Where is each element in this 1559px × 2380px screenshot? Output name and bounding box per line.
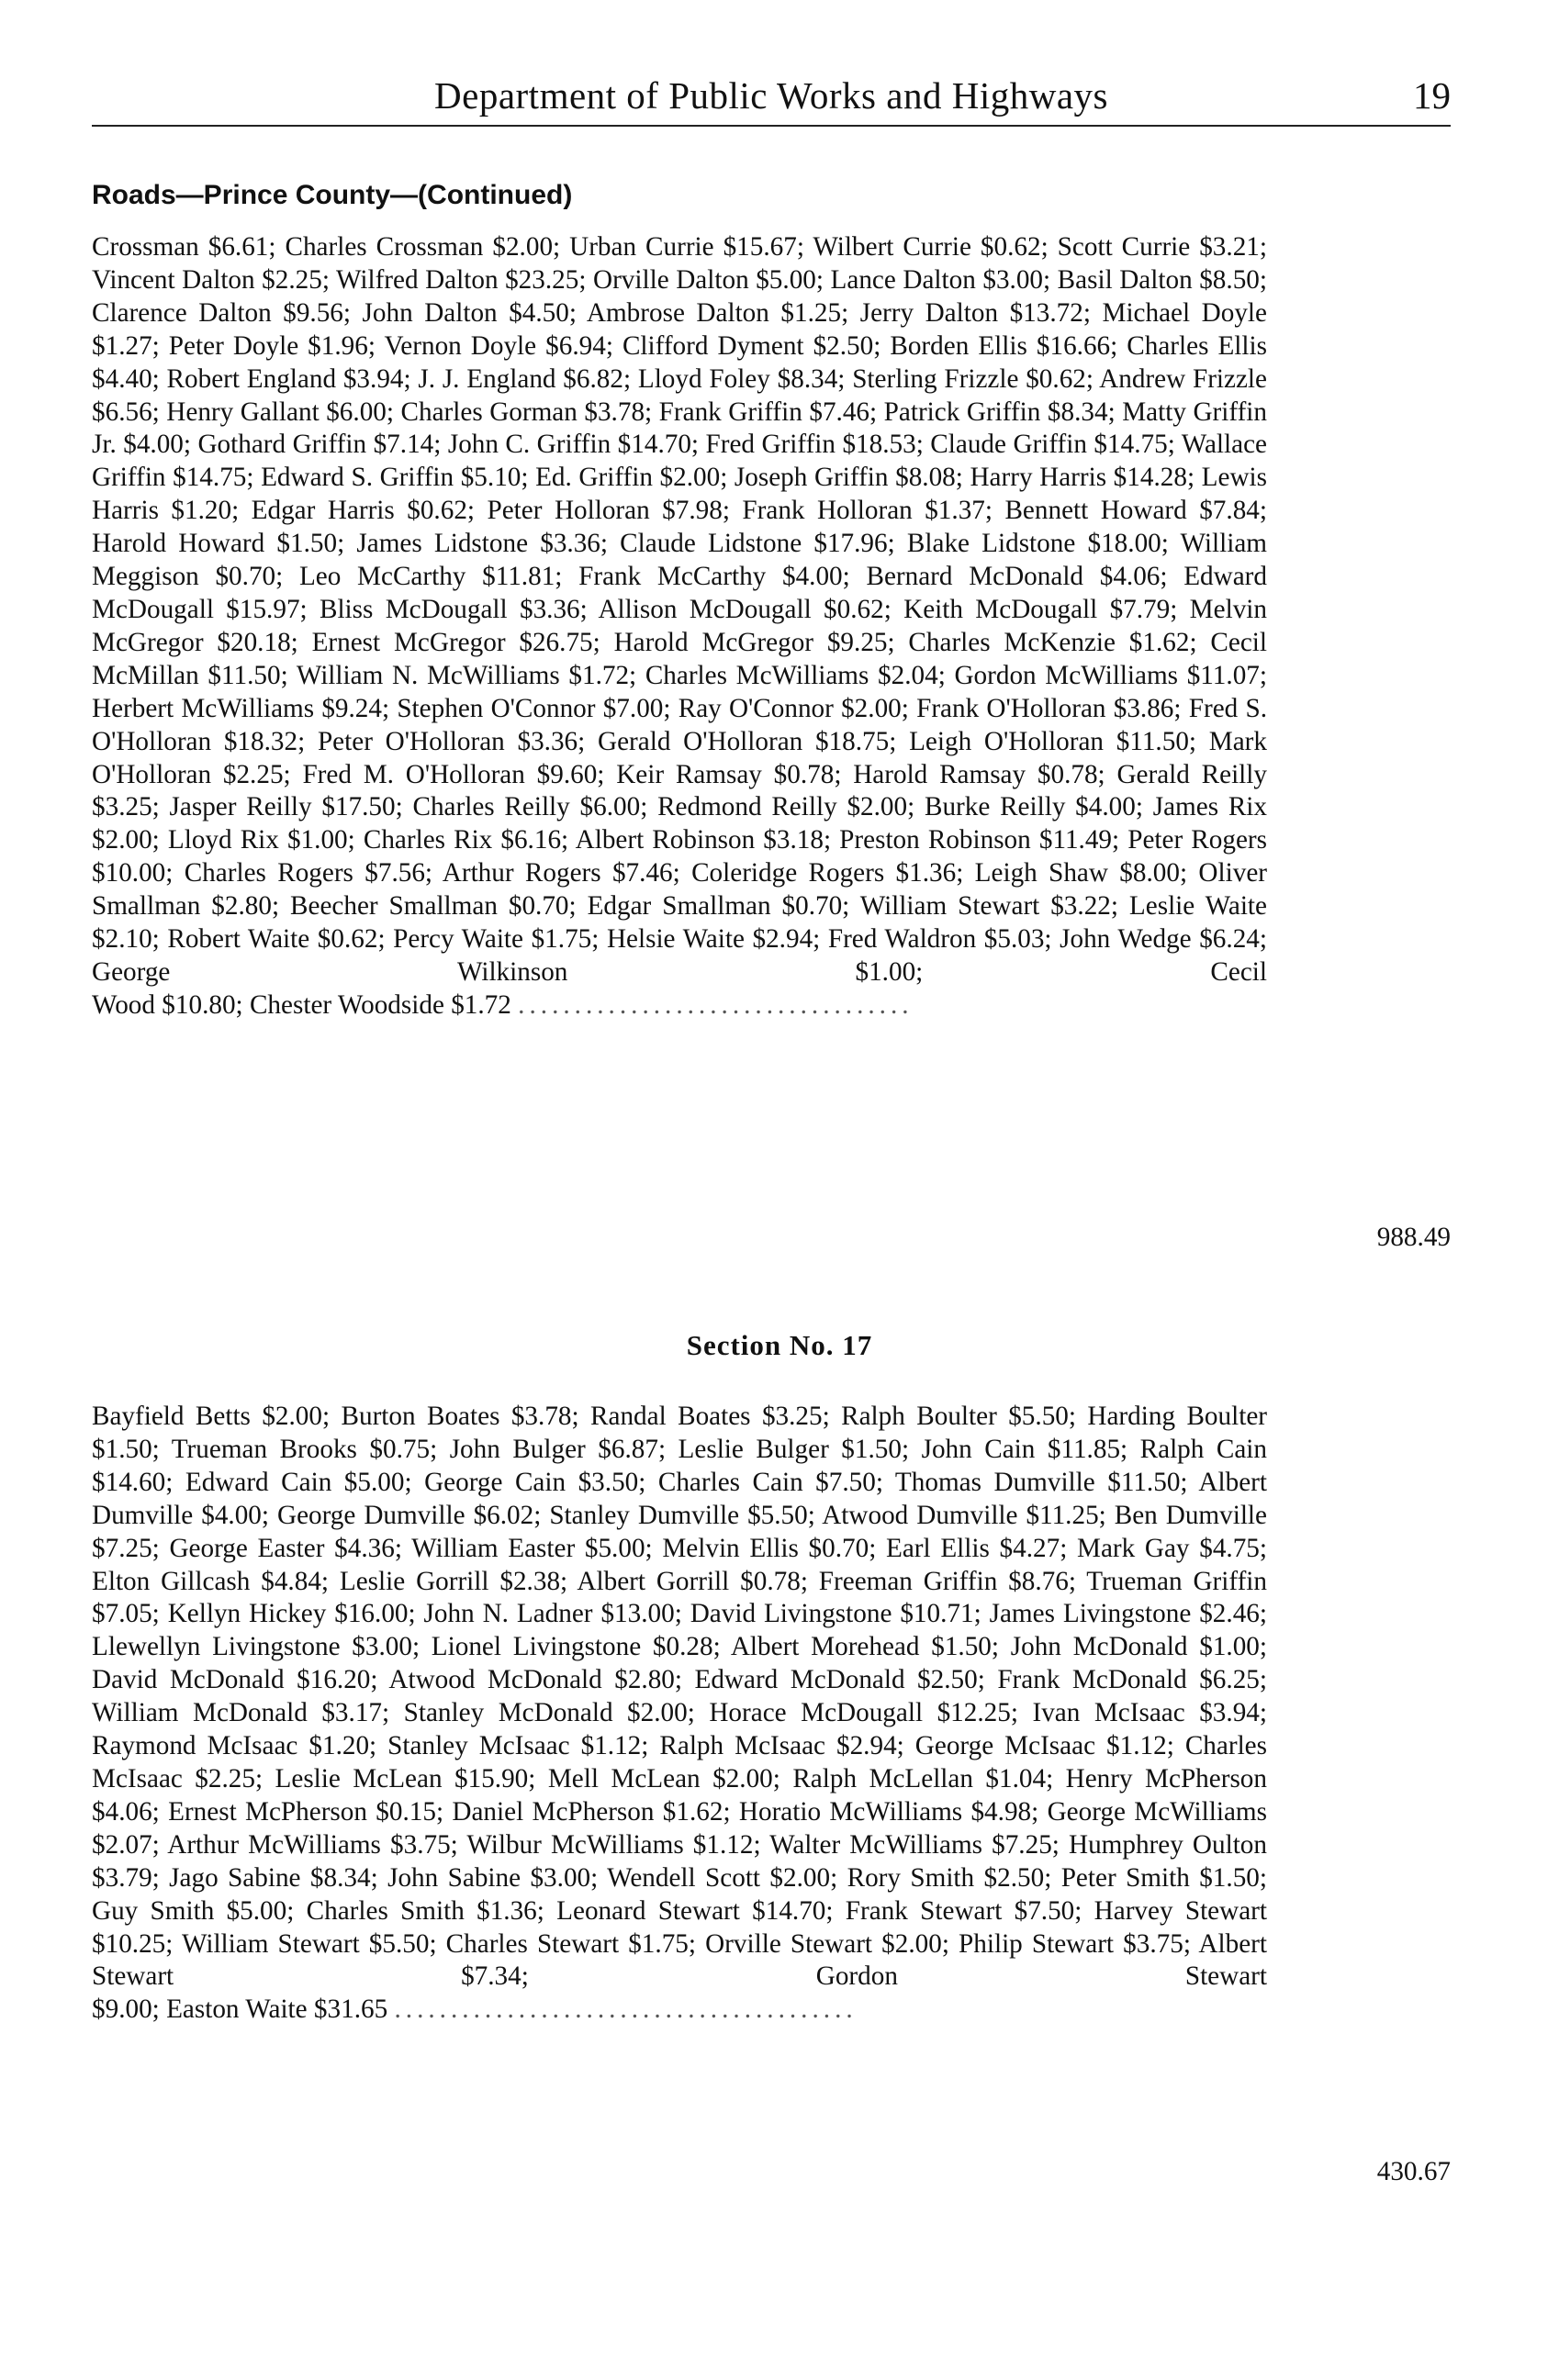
section-subheading: Roads—Prince County—(Continued) (92, 180, 573, 210)
section-total: 430.67 (1376, 2157, 1451, 2186)
payment-list-prince-county (92, 231, 1267, 1022)
dot-leader: ................................... (518, 989, 914, 1020)
payment-list-text: Bayfield Betts $2.00; Burton Boates $3.78; Randal Boates $3.25; Ralph Boulter $5.50; Harding Boulter $1.50; Trueman Brooks $0.75; John Bulger $6.87; Leslie Bulger $1.50; John Cain $11.85; Ralph Cain $14.60; Edward Cain $5.00; George Cain $3.50; Charles Cain $7.50; Thomas Dumville $11.50; Albert Dumville $4.00; George Dumville $6.02; Stanley Dumville $5.50; Atwood Dumville $11.25; Ben Dumville $7.25; George Easter $4.36; William Easter $5.00; Melvin Ellis $0.70; Earl Ellis $4.27; Mark Gay $4.75; Elton Gillcash $4.84; Leslie Gorrill $2.38; Albert Gorrill $0.78; Freeman Griffin $8.76; Trueman Griffin $7.05; Kellyn Hickey $16.00; John N. Ladner $13.00; David Livingstone $10.71; James Livingstone $2.46; Llewellyn Livingstone $3.00; Lionel Livingstone $0.28; Albert Morehead $1.50; John McDonald $1.00; David McDonald $16.20; Atwood McDonald $2.80; Edward McDonald $2.50; Frank McDonald $6.25; William McDonald $3.17; Stanley McDonald $2.00; Horace McDougall $12.25; Ivan McIsaac $3.94; Raymond McIsaac $1.20; Stanley McIsaac $1.12; Ralph McIsaac $2.94; George McIsaac $1.12; Charles McIsaac $2.25; Leslie McLean $15.90; Mell McLean $2.00; Ralph McLellan $1.04; Henry McPherson $4.06; Ernest McPherson $0.15; Daniel McPherson $1.62; Horatio McWilliams $4.98; George McWilliams $2.07; Arthur McWilliams $3.75; Wilbur McWilliams $1.12; Walter McWilliams $7.25; Humphrey Oulton $3.79; Jago Sabine $8.34; John Sabine $3.00; Wendell Scott $2.00; Rory Smith $2.50; Peter Smith $1.50; Guy Smith $5.00; Charles Smith $1.36; Leonard Stewart $14.70; Frank Stewart $7.50; Harvey Stewart $10.25; William Stewart $5.50; Charles Stewart $1.75; Orville Stewart $2.00; Philip Stewart $3.75; Albert Stewart $7.34; Gordon Stewart (92, 1402, 1267, 1992)
section-total: 988.49 (1376, 1223, 1451, 1252)
dot-leader: ......................................... (394, 1995, 858, 2025)
last-line-text: $9.00; Easton Waite $31.65 (92, 1995, 388, 2025)
payment-list-last-line (92, 1994, 1267, 2027)
page-title: Department of Public Works and Highways (434, 74, 1108, 117)
payment-list-text: Crossman $6.61; Charles Crossman $2.00; Urban Currie $15.67; Wilbert Currie $0.62; Scott Currie $3.21; Vincent Dalton $2.25; Wilfred Dalton $23.25; Orville Dalton $5.00; Lance Dalton $3.00; Basil Dalton $8.50; Clarence Dalton $9.56; John Dalton $4.50; Ambrose Dalton $1.25; Jerry Dalton $13.72; Michael Doyle $1.27; Peter Doyle $1.96; Vernon Doyle $6.94; Clifford Dyment $2.50; Borden Ellis $16.66; Charles Ellis $4.40; Robert England $3.94; J. J. England $6.82; Lloyd Foley $8.34; Sterling Frizzle $0.62; Andrew Frizzle $6.56; Henry Gallant $6.00; Charles Gorman $3.78; Frank Griffin $7.46; Patrick Griffin $8.34; Matty Griffin Jr. $4.00; Gothard Griffin $7.14; John C. Griffin $14.70; Fred Griffin $18.53; Claude Griffin $14.75; Wallace Griffin $14.75; Edward S. Griffin $5.10; Ed. Griffin $2.00; Joseph Griffin $8.08; Harry Harris $14.28; Lewis Harris $1.20; Edgar Harris $0.62; Peter Holloran $7.98; Frank Holloran $1.37; Bennett Howard $7.84; Harold Howard $1.50; James Lidstone $3.36; Claude Lidstone $17.96; Blake Lidstone $18.00; William Meggison $0.70; Leo McCarthy $11.81; Frank McCarthy $4.00; Bernard McDonald $4.06; Edward McDougall $15.97; Bliss McDougall $3.36; Allison McDougall $0.62; Keith McDougall $7.79; Melvin McGregor $20.18; Ernest McGregor $26.75; Harold McGregor $9.25; Charles McKenzie $1.62; Cecil McMillan $11.50; William N. McWilliams $1.72; Charles McWilliams $2.04; Gordon McWilliams $11.07; Herbert McWilliams $9.24; Stephen O'Connor $7.00; Ray O'Connor $2.00; Frank O'Holloran $3.86; Fred S. O'Holloran $18.32; Peter O'Holloran $3.36; Gerald O'Holloran $18.75; Leigh O'Holloran $11.50; Mark O'Holloran $2.25; Fred M. O'Holloran $9.60; Keir Ramsay $0.78; Harold Ramsay $0.78; Gerald Reilly $3.25; Jasper Reilly $17.50; Charles Reilly $6.00; Redmond Reilly $2.00; Burke Reilly $4.00; James Rix $2.00; Lloyd Rix $1.00; Charles Rix $6.16; Albert Robinson $3.18; Preston Robinson $11.49; Peter Rogers $10.00; Charles Rogers $7.56; Arthur Rogers $7.46; Coleridge Rogers $1.36; Leigh Shaw $8.00; Oliver Smallman $2.80; Beecher Smallman $0.70; Edgar Smallman $0.70; William Stewart $3.22; Leslie Waite $2.10; Robert Waite $0.62; Percy Waite $1.75; Helsie Waite $2.94; Fred Waldron $5.03; John Wedge $6.24; George Wilkinson $1.00; Cecil (92, 232, 1267, 987)
page-number: 19 (1413, 74, 1451, 117)
page-header (92, 73, 1451, 127)
last-line-text: Wood $10.80; Chester Woodside $1.72 (92, 989, 511, 1020)
payment-list-section-17 (92, 1401, 1267, 2027)
section-heading: Section No. 17 (686, 1329, 873, 1361)
payment-list-last-line (92, 989, 1267, 1022)
